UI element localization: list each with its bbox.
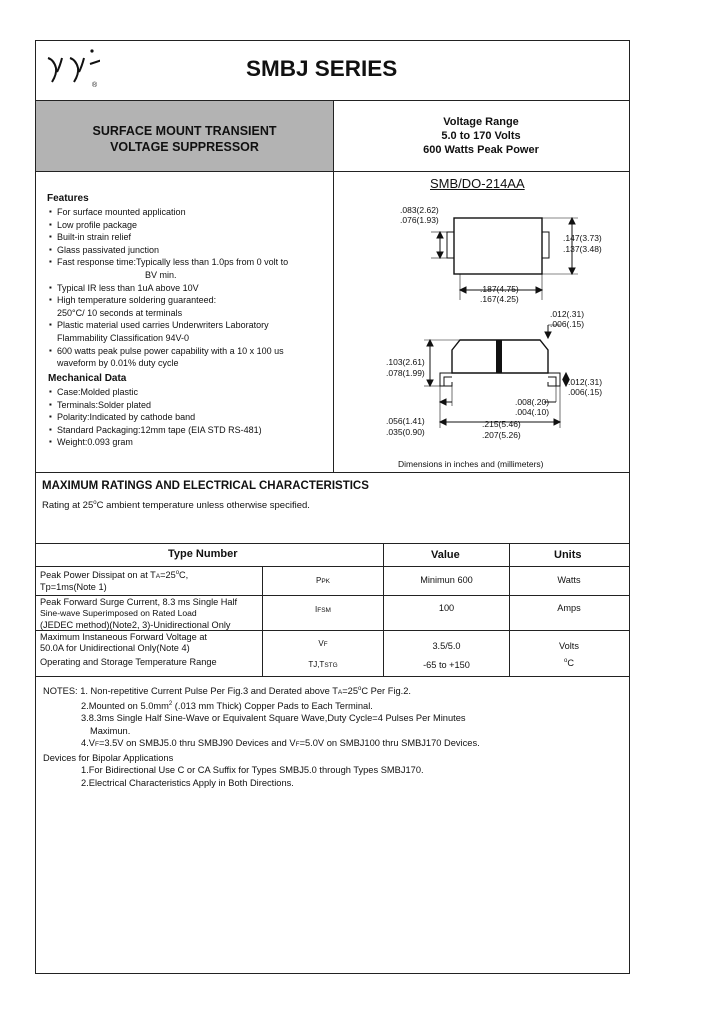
dimension-label: .103(2.61) (386, 357, 425, 367)
rating-condition: Rating at 25$^o$C ambient temperature unless otherwise specified. (42, 500, 310, 511)
product-title-line1: SURFACE MOUNT TRANSIENT (92, 124, 277, 138)
list-item: ▪ Built-in strain relief (57, 231, 327, 244)
row-symbol: PPK (315, 576, 330, 585)
dimension-label: .215(5.46) (482, 419, 521, 429)
bipolar-heading: Devices for Bipolar Applications (43, 752, 174, 763)
divider (35, 543, 629, 544)
registered-mark: ® (92, 82, 98, 89)
dimensions-caption: Dimensions in inches and (millimeters) (398, 459, 544, 469)
dimension-label: .187(4.75) (480, 284, 519, 294)
row-description: Tp=1ms(Note 1) (40, 582, 107, 593)
note-item: 3.8.3ms Single Half Sine-Wave or Equivalent Square Wave,Duty Cycle=4 Pulses Per Minutes (81, 713, 466, 723)
divider (35, 171, 629, 172)
list-item-continued: BV min. (145, 269, 177, 280)
list-item-continued: 250°C/ 10 seconds at terminals (57, 307, 183, 318)
row-description: Operating and Storage Temperature Range (40, 657, 217, 667)
list-item: ▪ Standard Packaging:12mm tape (EIA STD RS-481) (57, 424, 327, 437)
row-symbol: TJ,TSTG (308, 660, 338, 669)
row-value: -65 to +150 (423, 660, 470, 670)
list-item: ▪ Polarity:Indicated by cathode band (57, 411, 327, 424)
table-row (40, 597, 237, 631)
row-description: Maximum Instaneous Forward Voltage at (40, 632, 207, 642)
row-description: Peak Power Dissipat on at $TA=25^oC$, (40, 570, 189, 580)
voltage-range-label: Voltage Range (443, 116, 519, 128)
row-unit: $^o$C (564, 658, 574, 668)
dimension-label: .076(1.93) (400, 215, 439, 225)
series-title: SMBJ SERIES (246, 56, 398, 81)
dimension-label: .137(3.48) (563, 244, 602, 254)
table-header-type: Type Number (168, 548, 238, 560)
divider (35, 566, 629, 567)
list-item: ▪ Case:Molded plastic (57, 386, 327, 399)
dimension-label: .147(3.73) (563, 233, 602, 243)
dimension-label: .078(1.99) (386, 368, 425, 378)
row-value: 100 (438, 603, 455, 613)
table-header-value: Value (431, 549, 460, 561)
list-item: ▪ Plastic material used carries Underwriters Laboratory (57, 319, 327, 332)
row-value: Minimun 600 (420, 575, 473, 585)
dimension-label: .012(.31) (568, 377, 603, 387)
row-unit: Amps (557, 603, 581, 613)
list-item: ▪ Fast response time:Typically less than 1.0ps from 0 volt to (57, 256, 327, 269)
list-item-continued: waveform by 0.01% duty cycle (57, 358, 179, 369)
row-description: 50.0A for Unidirectional Only(Note 4) (40, 643, 190, 654)
table-row (40, 570, 188, 594)
list-item: ▪ Typical IR less than 1uA above 10V (57, 282, 327, 295)
list-item: ▪ For surface mounted application (57, 206, 327, 219)
dimension-label: .083(2.62) (400, 205, 439, 215)
note-item: NOTES: 1. Non-repetitive Current Pulse Per Fig.3 and Derated above $TA=25^oC$ Per Fig.2. (43, 686, 411, 696)
notes (43, 685, 623, 789)
row-description: (JEDEC method)(Note2, 3)-Unidirectional Only (40, 619, 231, 630)
divider (35, 595, 629, 596)
list-item: ▪ Glass passivated junction (57, 244, 327, 257)
list-item-continued: Flammability Classification 94V-0 (57, 332, 190, 343)
note-item: 2.Mounted on $5.0mm^2$ (.013 mm Thick) Copper Pads to Each Terminal. (81, 700, 373, 711)
dimension-label: .207(5.26) (482, 430, 521, 440)
voltage-range-value: 5.0 to 170 Volts (441, 130, 521, 142)
row-symbol: VF (318, 639, 328, 648)
row-unit: Watts (557, 575, 581, 585)
note-item: Maximun. (90, 725, 131, 736)
table-row (40, 657, 217, 668)
features-heading: Features (47, 193, 89, 204)
row-symbol: IFSM (315, 605, 331, 614)
table-row (40, 632, 207, 655)
list-item: ▪ Weight:0.093 gram (57, 436, 327, 449)
note-item: 4.VF=3.5V on SMBJ5.0 thru SMBJ90 Devices and VF=5.0V on SMBJ100 thru SMBJ170 Devices. (81, 738, 480, 748)
note-item: 2.Electrical Characteristics Apply in Both Directions. (81, 777, 294, 788)
dimension-label: .004(.10) (515, 407, 550, 417)
list-item: ▪ Terminals:Solder plated (57, 399, 327, 412)
divider (35, 676, 629, 677)
dimension-label: .006(.15) (568, 387, 603, 397)
dimension-label: .167(4.25) (480, 294, 519, 304)
features-list (57, 206, 327, 370)
yj-logo-icon (40, 46, 100, 92)
note-item: 1.For Bidirectional Use C or CA Suffix for Types SMBJ5.0 through Types SMBJ170. (81, 765, 424, 775)
row-description: Peak Forward Surge Current, 8.3 ms Single Half (40, 597, 238, 607)
mechanical-heading: Mechanical Data (48, 373, 127, 384)
mechanical-list (57, 386, 327, 449)
dimension-label: .006(.15) (550, 319, 585, 329)
ratings-heading: MAXIMUM RATINGS AND ELECTRICAL CHARACTERISTICS (42, 480, 369, 492)
row-value: 3.5/5.0 (432, 641, 461, 651)
list-item: ▪ 600 watts peak pulse power capability with a 10 x 100 us (57, 345, 327, 358)
product-title-line2: VOLTAGE SUPPRESSOR (110, 140, 259, 154)
dimension-label: .012(.31) (550, 309, 585, 319)
dimension-label: .008(.20) (515, 397, 550, 407)
peak-power-value: 600 Watts Peak Power (423, 144, 539, 156)
package-name: SMB/DO-214AA (430, 176, 525, 191)
logo (40, 46, 100, 92)
table-header-units: Units (554, 549, 582, 561)
list-item: ▪ High temperature soldering guaranteed: (57, 294, 327, 307)
divider (35, 472, 629, 473)
dimension-label: .035(0.90) (386, 427, 425, 437)
dimension-label: .056(1.41) (386, 416, 425, 426)
list-item: ▪ Low profile package (57, 219, 327, 232)
row-description: Sine-wave Superimposed on Rated Load (40, 608, 197, 619)
row-unit: Volts (559, 641, 579, 651)
